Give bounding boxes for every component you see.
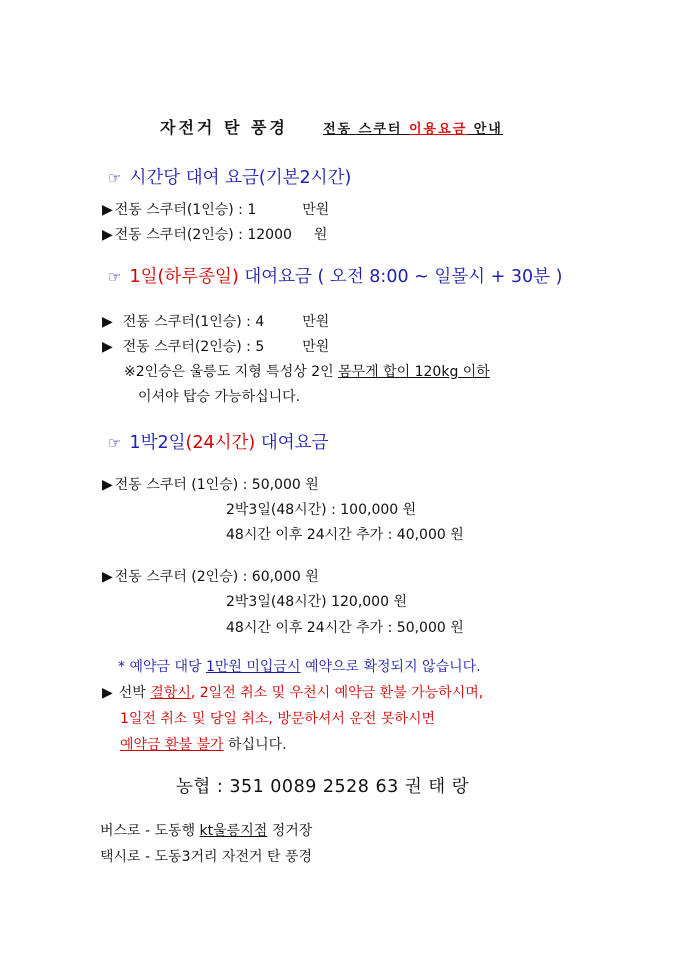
overnight-double-extra: 48시간 이후 24시간 추가 : 50,000 원 — [226, 620, 464, 636]
triangle-bullet-icon: ▶ — [102, 569, 113, 585]
document-title — [160, 115, 503, 138]
overnight-heading — [108, 429, 328, 454]
overnight-double-3days: 2박3일(48시간) 120,000 원 — [226, 594, 407, 610]
refund-notice-cancel: 결항시 — [150, 685, 191, 701]
refund-notice-prefix: 선박 — [118, 685, 151, 701]
hourly-row-1-unit: 만원 — [302, 202, 330, 218]
overnight-heading-suffix: 대여요금 — [255, 433, 329, 453]
overnight-single-row — [102, 474, 319, 494]
bus-stop-name: kt울릉지점 — [199, 823, 268, 839]
refund-notice-text: , 2일전 취소 및 우천시 예약금 환불 가능하시며, — [190, 685, 484, 701]
overnight-heading-highlight: (24시간) — [185, 433, 256, 453]
hourly-row-1-label: 전동 스쿠터(1인승) : 1 — [114, 202, 257, 218]
hourly-row-2-label: 전동 스쿠터(2인승) : 12000 — [114, 227, 292, 243]
bus-directions-suffix: 정거장 — [267, 823, 313, 839]
deposit-notice-amount: 1만원 미입금시 — [205, 659, 301, 675]
refund-notice-line-3 — [120, 734, 287, 754]
daily-row-2-unit: 만원 — [302, 339, 330, 355]
shop-name: 자전거 탄 풍경 — [160, 118, 288, 137]
triangle-bullet-icon: ▶ — [102, 339, 113, 355]
hourly-heading-text: 시간당 대여 요금(기본2시간) — [129, 168, 352, 188]
overnight-single-3days: 2박3일(48시간) : 100,000 원 — [226, 502, 417, 518]
triangle-bullet-icon: ▶ — [102, 202, 113, 218]
triangle-bullet-icon: ▶ — [102, 314, 113, 330]
weight-note-line-2: 이셔야 탑승 가능하십니다. — [138, 389, 301, 405]
refund-notice-line-2: 1일전 취소 및 당일 취소, 방문하셔서 운전 못하시면 — [120, 711, 435, 727]
hourly-row-1 — [102, 199, 329, 219]
overnight-double-row — [102, 566, 319, 586]
weight-note — [124, 361, 490, 381]
triangle-bullet-icon: ▶ — [102, 227, 113, 243]
daily-row-1 — [102, 311, 329, 331]
pointing-hand-icon: ☞ — [108, 268, 122, 286]
deposit-notice — [118, 656, 481, 676]
bus-directions-prefix: 버스로 - 도동행 — [100, 823, 200, 839]
taxi-directions: 택시로 - 도동3거리 자전거 탄 풍경 — [100, 849, 313, 865]
subtitle-prefix: 전동 스쿠터 — [323, 122, 409, 137]
pointing-hand-icon: ☞ — [108, 169, 122, 187]
daily-row-1-unit: 만원 — [302, 314, 330, 330]
refund-not-possible: 예약금 환불 불가 — [120, 737, 224, 753]
triangle-bullet-icon: ▶ — [102, 477, 113, 493]
deposit-notice-suffix: 예약으로 확정되지 않습니다. — [300, 659, 481, 675]
subtitle-suffix: 안내 — [467, 122, 503, 137]
overnight-heading-prefix: 1박2일 — [129, 433, 186, 453]
hourly-row-2-unit: 원 — [313, 227, 328, 243]
refund-notice — [102, 682, 483, 702]
refund-notice-ending: 하십니다. — [223, 737, 287, 753]
daily-row-2 — [102, 336, 329, 356]
bus-directions — [100, 820, 312, 840]
daily-heading-highlight: 1일(하루종일) — [129, 267, 239, 287]
weight-note-text: ※2인승은 울릉도 지형 특성상 2인 — [124, 364, 339, 380]
subtitle-highlight: 이용요금 — [408, 122, 468, 137]
daily-row-2-label: 전동 스쿠터(2인승) : 5 — [122, 339, 265, 355]
bank-account: 농협 : 351 0089 2528 63 권 태 랑 — [176, 777, 470, 797]
daily-row-1-label: 전동 스쿠터(1인승) : 4 — [122, 314, 265, 330]
triangle-bullet-icon: ▶ — [102, 685, 113, 701]
title-subtitle — [323, 122, 503, 137]
deposit-notice-prefix: * 예약금 대당 — [118, 659, 206, 675]
daily-heading-text: 대여요금 ( 오전 8:00 ~ 일몰시 + 30분 ) — [238, 267, 563, 287]
hourly-heading — [108, 164, 351, 189]
overnight-single-label: 전동 스쿠터 (1인승) : 50,000 원 — [114, 477, 319, 493]
overnight-double-label: 전동 스쿠터 (2인승) : 60,000 원 — [114, 569, 319, 585]
daily-heading — [108, 263, 562, 288]
weight-note-limit: 몸무게 합이 120kg 이하 — [338, 364, 490, 380]
hourly-row-2 — [102, 224, 327, 244]
pointing-hand-icon: ☞ — [108, 434, 122, 452]
overnight-single-extra: 48시간 이후 24시간 추가 : 40,000 원 — [226, 527, 464, 543]
